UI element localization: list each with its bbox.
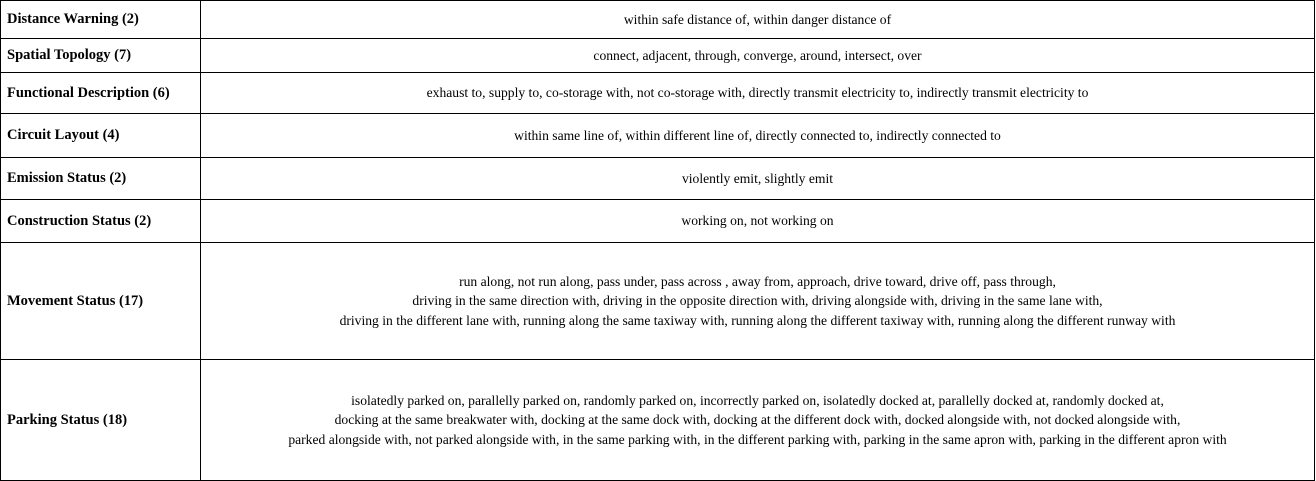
relations-cell — [201, 360, 1315, 481]
category-cell: Emission Status (2) — [1, 158, 201, 200]
relations-cell — [201, 243, 1315, 360]
category-cell: Distance Warning (2) — [1, 1, 201, 39]
relations-line: docking at the same breakwater with, docking at the same dock with, docking at the different dock with, docked alongside with, not docked alongside with, — [334, 412, 1181, 428]
relations-line: within same line of, within different line of, directly connected to, indirectly connected to — [514, 127, 1001, 143]
relations-line: driving in the same direction with, driving in the opposite direction with, driving alongside with, driving in the same lane with, — [412, 293, 1103, 309]
relations-line: isolatedly parked on, parallelly parked on, randomly parked on, incorrectly parked on, isolatedly docked at, parallelly docked at, randomly docked at, — [351, 392, 1164, 408]
category-cell: Parking Status (18) — [1, 360, 201, 481]
relations-cell — [201, 1, 1315, 39]
table-row — [1, 243, 1315, 360]
relations-line: within safe distance of, within danger distance of — [623, 11, 892, 27]
table-row — [1, 39, 1315, 73]
category-cell: Functional Description (6) — [1, 73, 201, 114]
relations-cell — [201, 73, 1315, 114]
relations-line: exhaust to, supply to, co-storage with, not co-storage with, directly transmit electricity to, indirectly transmit electricity to — [426, 85, 1089, 101]
relations-line: driving in the different lane with, running along the same taxiway with, running along the different taxiway with, running along the different runway with — [339, 312, 1176, 328]
table-row — [1, 1, 1315, 39]
category-cell: Spatial Topology (7) — [1, 39, 201, 73]
relations-cell — [201, 114, 1315, 158]
table-row — [1, 114, 1315, 158]
category-cell: Movement Status (17) — [1, 243, 201, 360]
category-cell: Circuit Layout (4) — [1, 114, 201, 158]
relations-cell — [201, 39, 1315, 73]
relations-line: parked alongside with, not parked alongside with, in the same parking with, in the different parking with, parking in the same apron with, parking in the different apron with — [288, 431, 1227, 447]
relations-line: working on, not working on — [681, 213, 834, 229]
table-row — [1, 360, 1315, 481]
relations-line: run along, not run along, pass under, pass across , away from, approach, drive toward, drive off, pass through, — [459, 273, 1056, 289]
table-row — [1, 158, 1315, 200]
relations-line: connect, adjacent, through, converge, around, intersect, over — [593, 47, 922, 63]
category-cell: Construction Status (2) — [1, 200, 201, 243]
relations-cell — [201, 200, 1315, 243]
table-row — [1, 200, 1315, 243]
relations-cell — [201, 158, 1315, 200]
table-row — [1, 73, 1315, 114]
relations-line: violently emit, slightly emit — [681, 170, 834, 186]
